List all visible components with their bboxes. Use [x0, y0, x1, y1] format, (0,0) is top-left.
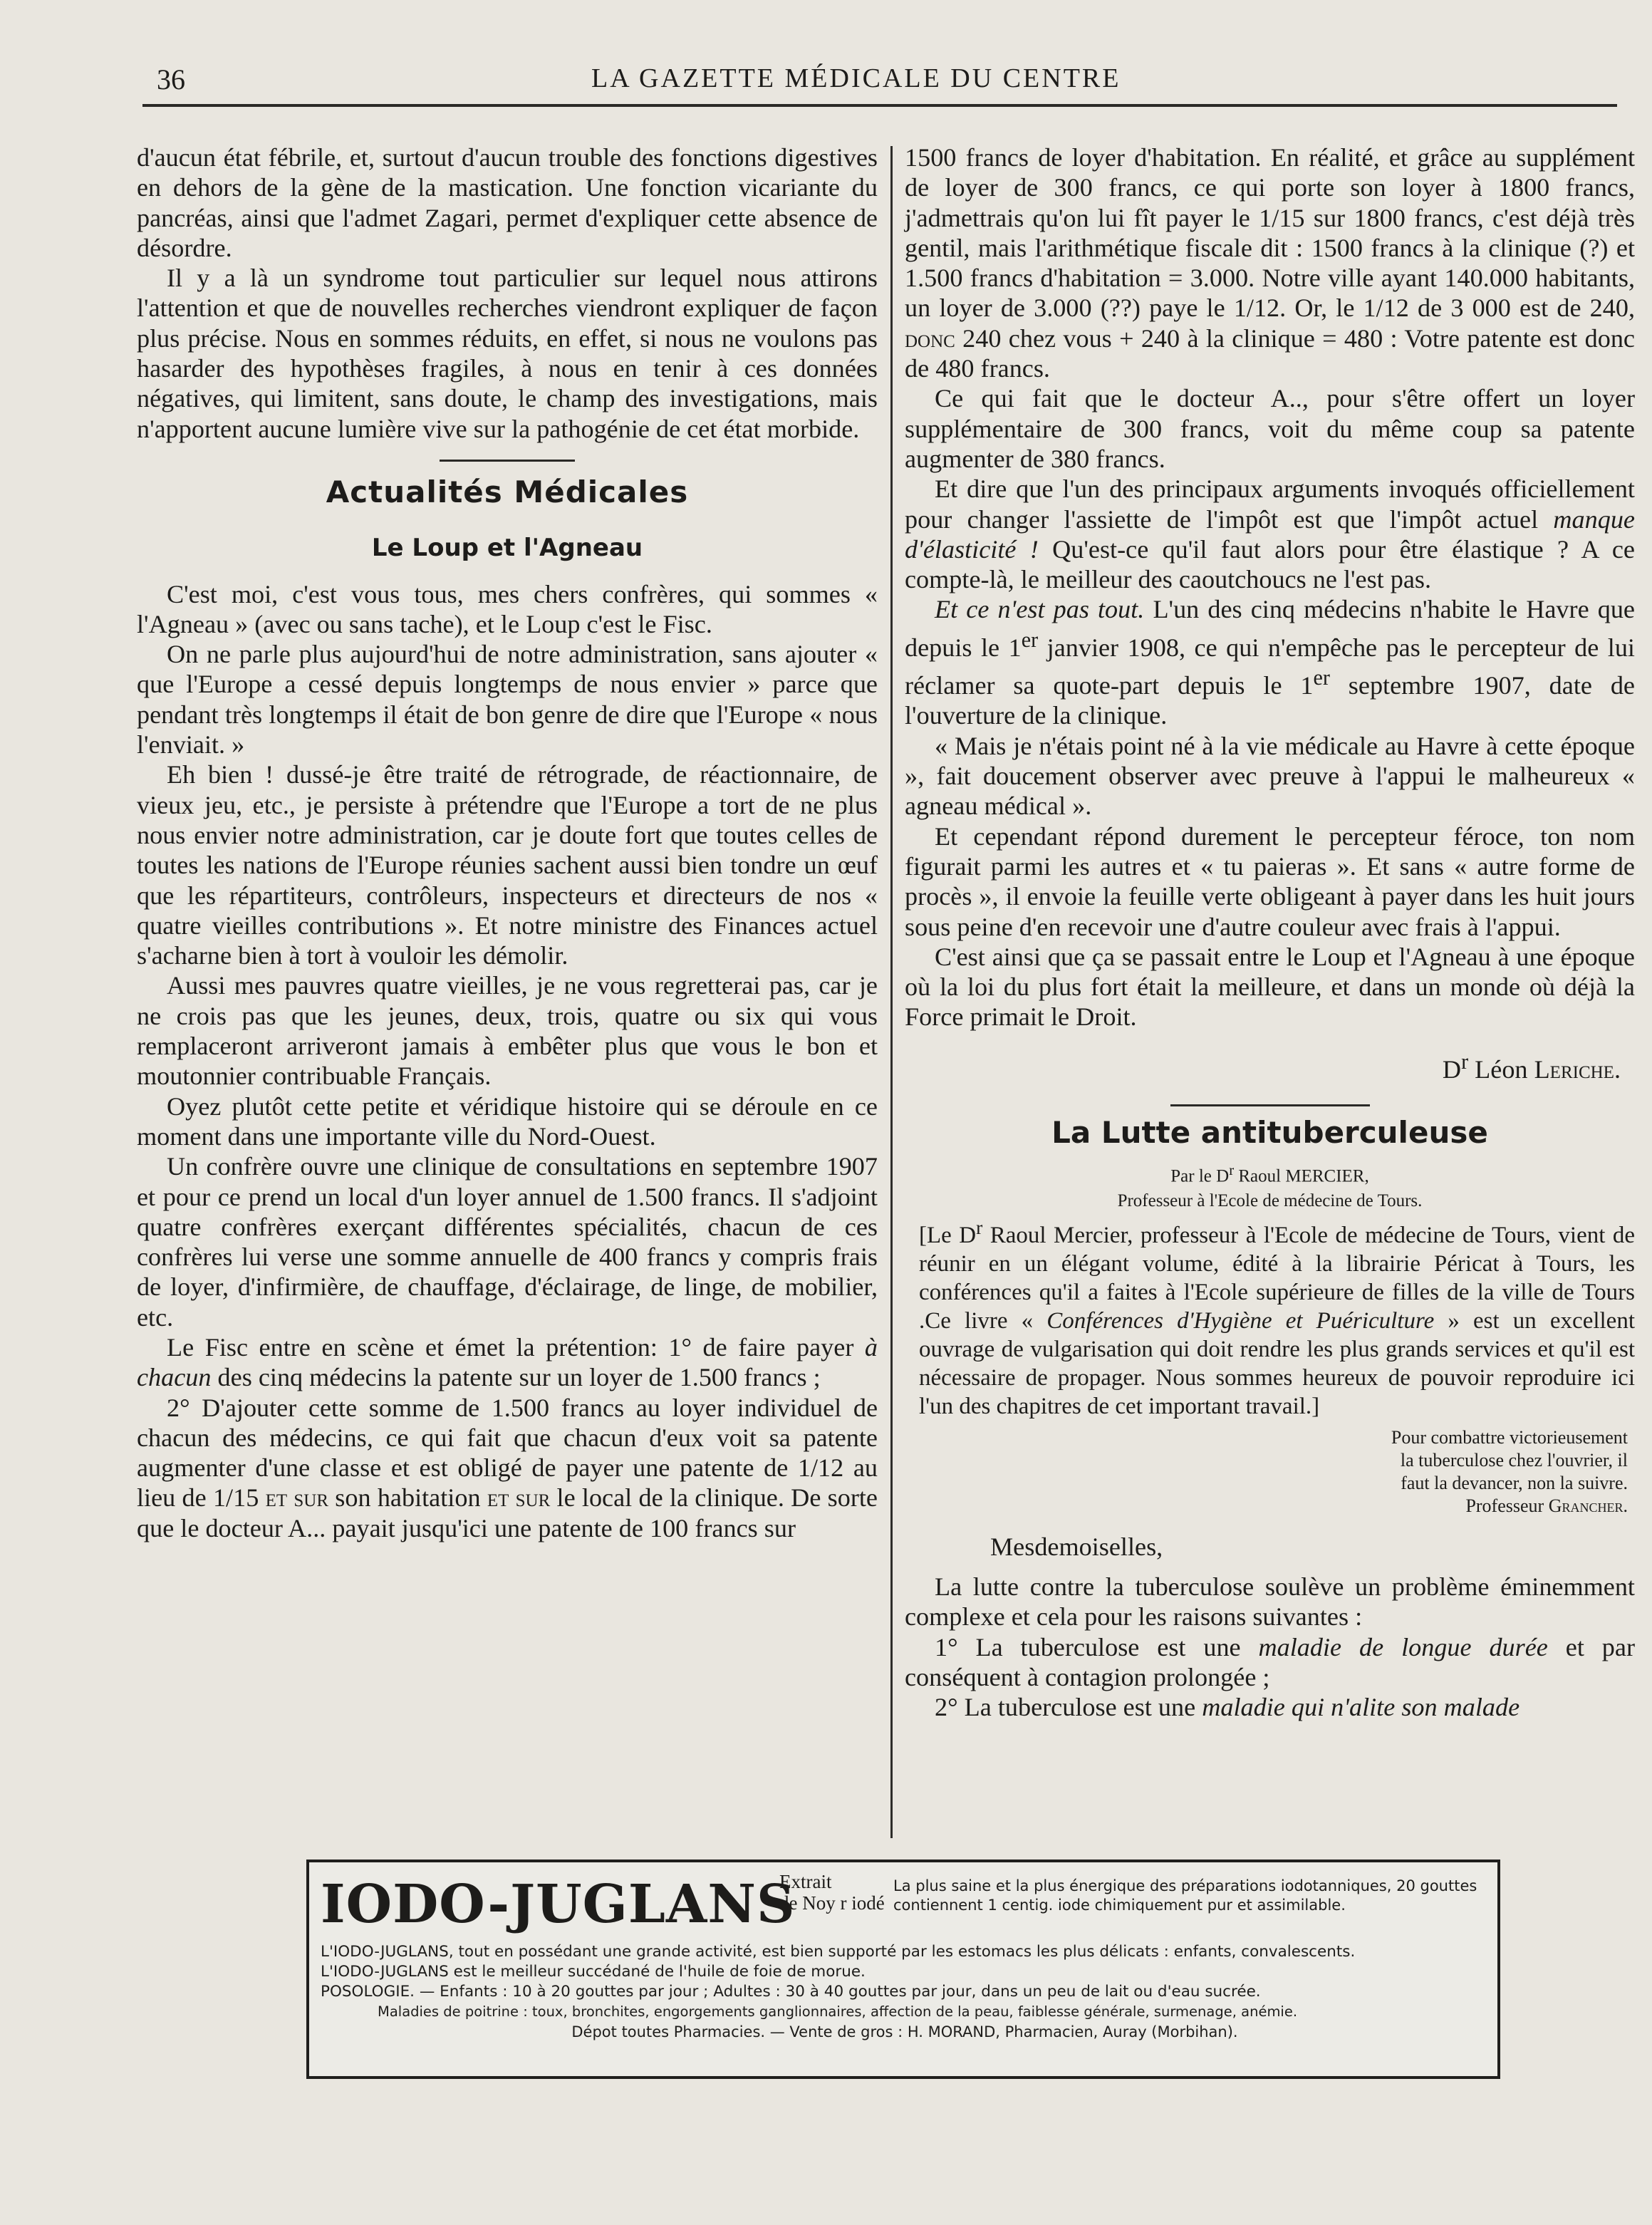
- text-run: 2° D'ajouter cette somme de 1.500 francs au loyer individuel de chacun des médecins, ce qui fait que chacun d'eux voit sa patente augmenter d'une classe et est obligé de payer une patente de 1/12 au lieu de 1/15: [137, 1393, 878, 1513]
- text-run: 2° La tuberculose est une: [935, 1693, 1202, 1722]
- small-caps: et sur: [265, 1483, 329, 1513]
- salutation: Mesdemoiselles,: [990, 1532, 1163, 1561]
- text-run: Le Fisc entre en scène et émet la prétention: 1° de faire payer: [167, 1332, 865, 1362]
- text-run: 240 chez vous + 240 à la clinique = 480 : Votre patente est donc de 480 francs.: [905, 323, 1635, 383]
- ad-brand: IODO-JUGLANS: [321, 1874, 796, 1935]
- paragraph: [137, 1393, 878, 1543]
- superscript: r: [976, 1215, 983, 1238]
- byline: [905, 1158, 1635, 1188]
- paragraph: Aussi mes pauvres quatre vieilles, je ne vous regretterai pas, car je ne crois pas que les jeunes, deux, trois, quatre ou six qui vous remplaceront arriveront jamais à embêter plus que vous le bon et moutonnier contribuable Français.: [137, 971, 878, 1091]
- ad-tagline: La plus saine et la plus énergique des préparations iodotanniques, 20 gouttes contiennent 1 centig. iode chimiquement pur et assimilable.: [893, 1877, 1477, 1914]
- epigraph-author: [905, 1495, 1628, 1518]
- epigraph-line: Pour combattre victorieusement: [1391, 1426, 1628, 1448]
- article-title: Le Loup et l'Agneau: [371, 534, 643, 563]
- author-signature: [905, 1047, 1635, 1084]
- paragraph: Il y a là un syndrome tout particulier sur lequel nous attirons l'attention et que de nouvelles recherches viendront expliquer de façon plus précise. Nous en sommes réduits, en effet, si nous ne voulons pas hasarder des hypothèses fragiles, à nous en tenir à ces données négatives, qui limitent, sans doute, le champ des investigations, mais n'apportent aucune lumière vive sur la pathogénie de cet état morbide.: [137, 264, 878, 443]
- section-separator: [1170, 1104, 1370, 1106]
- ad-depot: Dépot toutes Pharmacies. — Vente de gros : H. MORAND, Pharmacien, Auray (Morbihan).: [571, 2023, 1238, 2040]
- paragraph: Et cependant répond durement le percepteur féroce, ton nom figurait parmi les autres et « tu paieras ». Et sans « autre forme de procès », il envoie la feuille verte obligeant à payer dans les huit jours sous peine d'en recevoir une d'autre couleur avec frais à l'appui.: [905, 821, 1635, 941]
- small-caps: Leriche.: [1534, 1054, 1621, 1084]
- paragraph: « Mais je n'étais point né à la vie médicale au Havre à cette époque », fait doucement observer avec preuve à l'appui le malheureux « agneau médical ».: [905, 731, 1635, 821]
- page-number: 36: [157, 63, 185, 95]
- superscript: r: [1229, 1161, 1235, 1179]
- text-run: le local de la clinique. De sorte que le docteur A... payait jusqu'ici une patente de 100 francs sur: [137, 1483, 878, 1542]
- epigraph-line: faut la devancer, non la suivre.: [1401, 1472, 1628, 1493]
- paragraph: [905, 474, 1635, 594]
- section-title: Actualités Médicales: [326, 474, 689, 509]
- emphasis: maladie de longue durée: [1258, 1632, 1548, 1661]
- right-column: [905, 142, 1635, 1831]
- paragraph: d'aucun état fébrile, et, surtout d'aucun trouble des fonctions digestives en dehors de la gène de la mastication. Une fonction vicariante du pancréas, ainsi que l'admet Zagari, permet d'expliquer cette absence de désordre.: [137, 143, 878, 262]
- emphasis: maladie qui n'alite son malade: [1202, 1693, 1520, 1722]
- text-run: Et dire que l'un des principaux arguments invoqués officiellement pour changer l'assiette de l'impôt est que l'impôt actuel: [905, 474, 1635, 534]
- small-caps: et sur: [487, 1483, 551, 1513]
- text-run: Léon: [1468, 1054, 1534, 1084]
- small-caps: donc: [905, 323, 955, 353]
- left-column: [137, 142, 878, 1845]
- paragraph: Ce qui fait que le docteur A.., pour s'être offert un loyer supplémentaire de 300 francs, voit du même coup sa patente augmenter de 380 francs.: [905, 384, 1635, 473]
- emphasis: manque d'élasticité !: [905, 504, 1635, 564]
- paragraph: [905, 142, 1635, 383]
- small-caps: Grancher.: [1548, 1495, 1628, 1516]
- paragraph: C'est moi, c'est vous tous, mes chers confrères, qui sommes « l'Agneau » (avec ou sans tache), et le Loup c'est le Fisc.: [137, 579, 878, 638]
- superscript: er: [1021, 627, 1039, 652]
- text-run: septembre 1907, date de l'ouverture de la clinique.: [905, 671, 1635, 730]
- emphasis: Conférences d'Hygiène et Puériculture: [1046, 1307, 1435, 1334]
- text-run: Qu'est-ce qu'il faut alors pour être élastique ? A ce compte-là, le meilleur des caoutchoucs ne l'est pas.: [905, 534, 1635, 594]
- paragraph: Un confrère ouvre une clinique de consultations en septembre 1907 et pour ce prend un local d'un loyer annuel de 1.500 francs. Il s'adjoint quatre confrères exerçant différentes spécialités, chacun de ces confrères lui verse une somme annuelle de 400 francs y compris frais de loyer, d'infirmière, de chauffage, d'éclairage, de linge, de mobilier, etc.: [137, 1152, 878, 1332]
- superscript: er: [1313, 665, 1330, 690]
- ad-line: L'IODO-JUGLANS est le meilleur succédané de l'huile de foie de morue.: [321, 1963, 866, 1981]
- paragraph: Eh bien ! dussé-je être traité de rétrograde, de réactionnaire, de vieux jeu, etc., je persiste à prétendre que l'Europe a tort de ne plus nous envier notre administration, car je doute fort que toutes celles de toutes les nations de l'Europe réunies sachent aussi bien tondre un œuf que les répartiteurs, contrôleurs, inspecteurs et directeurs de nos « quatre vieilles contributions ». Et notre ministre des Finances actuel s'acharne bien à tort à vouloir les démolir.: [137, 760, 878, 970]
- text-run: Par le D: [1170, 1166, 1230, 1186]
- superscript: r: [1461, 1049, 1469, 1074]
- text-run: 1° La tuberculose est une: [935, 1632, 1259, 1661]
- epigraph-line: la tuberculose chez l'ouvrier, il: [1400, 1449, 1628, 1471]
- paragraph: Oyez plutôt cette petite et véridique histoire qui se déroule en ce moment dans une importante ville du Nord-Ouest.: [137, 1091, 878, 1151]
- ad-line: POSOLOGIE. — Enfants : 10 à 20 gouttes par jour ; Adultes : 30 à 40 gouttes par jour, dans un peu de lait ou d'eau sucrée.: [321, 1983, 1261, 2001]
- ad-extrait: [779, 1871, 893, 1914]
- paragraph: [905, 594, 1635, 730]
- paragraph: [905, 1692, 1635, 1722]
- paragraph: La lutte contre la tuberculose soulève un problème éminemment complexe et cela pour les raisons suivantes :: [905, 1572, 1635, 1632]
- text-run: et par conséquent à contagion prolongée ;: [905, 1632, 1635, 1691]
- paragraph: On ne parle plus aujourd'hui de notre administration, sans ajouter « que l'Europe a cessé depuis longtemps de nous envier » parce que pendant très longtemps il était de bon genre de dire que l'Europe « nous l'enviait. »: [137, 640, 878, 759]
- emphasis: à chacun: [137, 1332, 878, 1392]
- text-run: Raoul MERCIER,: [1234, 1166, 1369, 1186]
- text-run: janvier 1908, ce qui n'empêche pas le percepteur de lui réclamer sa quote-part depuis le 1: [905, 633, 1635, 700]
- emphasis: Et ce n'est pas tout.: [935, 595, 1145, 624]
- column-rule: [890, 146, 893, 1838]
- ad-line: Maladies de poitrine : toux, bronchites, engorgements ganglionnaires, affection de la peau, faiblesse générale, surmenage, anémie.: [378, 2003, 1298, 2020]
- text-run: son habitation: [328, 1483, 487, 1513]
- text-run: D: [1442, 1054, 1462, 1084]
- text-run: Professeur: [1465, 1495, 1549, 1516]
- text-run: 1500 francs de loyer d'habitation. En réalité, et grâce au supplément de loyer de 300 francs, ce qui porte son loyer à 1800 francs, j'admettrais qu'on lui fît payer le 1/15 sur 1800 francs, c'est déjà très gentil, mais l'arithmétique fiscale dit : 1500 francs à la clinique (?) et 1.500 francs d'habitation = 3.000. Notre ville ayant 140.000 habitants, un loyer de 3.000 (??) paye le 1/12. Or, le 1/12 de 3 000 est de 240,: [905, 143, 1635, 323]
- ad-body: [321, 1942, 1489, 2042]
- text-run: L'un des cinq médecins n'habite le Havre que depuis le 1: [905, 595, 1635, 662]
- text-run: » est un excellent ouvrage de vulgarisation qui doit rendre les plus grands services et qu'il est nécessaire de propager. Nous sommes heureux de pouvoir reproduire ici l'un des chapitres de cet important travail.]: [919, 1307, 1635, 1419]
- running-title: LA GAZETTE MÉDICALE DU CENTRE: [591, 63, 1121, 93]
- text-run: de Noy r iodé: [779, 1892, 885, 1914]
- paragraph: C'est ainsi que ça se passait entre le Loup et l'Agneau à une époque où la loi du plus fort était la meilleure, et dans un monde où déjà la Force primait le Droit.: [905, 942, 1635, 1032]
- advertisement: [306, 1860, 1500, 2079]
- ad-line: L'IODO-JUGLANS, tout en possédant une grande activité, est bien supporté par les estomacs les plus délicats : enfants, convalescents.: [321, 1943, 1356, 1961]
- editorial-intro: [905, 1213, 1635, 1421]
- section-separator: [440, 460, 575, 462]
- text-run: Raoul Mercier, professeur à l'Ecole de médecine de Tours, vient de réunir en un élégant volume, édité à la librairie Péricat à Tours, les conférences qu'il a faites à l'Ecole supérieure de filles de la ville de Tours .Ce livre «: [919, 1222, 1635, 1334]
- page-header: [157, 63, 1617, 105]
- text-run: des cinq médecins la patente sur un loyer de 1.500 francs ;: [211, 1363, 821, 1392]
- text-run: Extrait: [779, 1871, 832, 1892]
- text-run: [Le D: [919, 1222, 977, 1248]
- byline-role: Professeur à l'Ecole de médecine de Tours.: [1117, 1191, 1423, 1210]
- header-rule: [142, 104, 1617, 107]
- paragraph: [905, 1632, 1635, 1693]
- epigraph: [905, 1426, 1635, 1518]
- article-title: La Lutte antituberculeuse: [1051, 1115, 1488, 1151]
- paragraph: [137, 1332, 878, 1393]
